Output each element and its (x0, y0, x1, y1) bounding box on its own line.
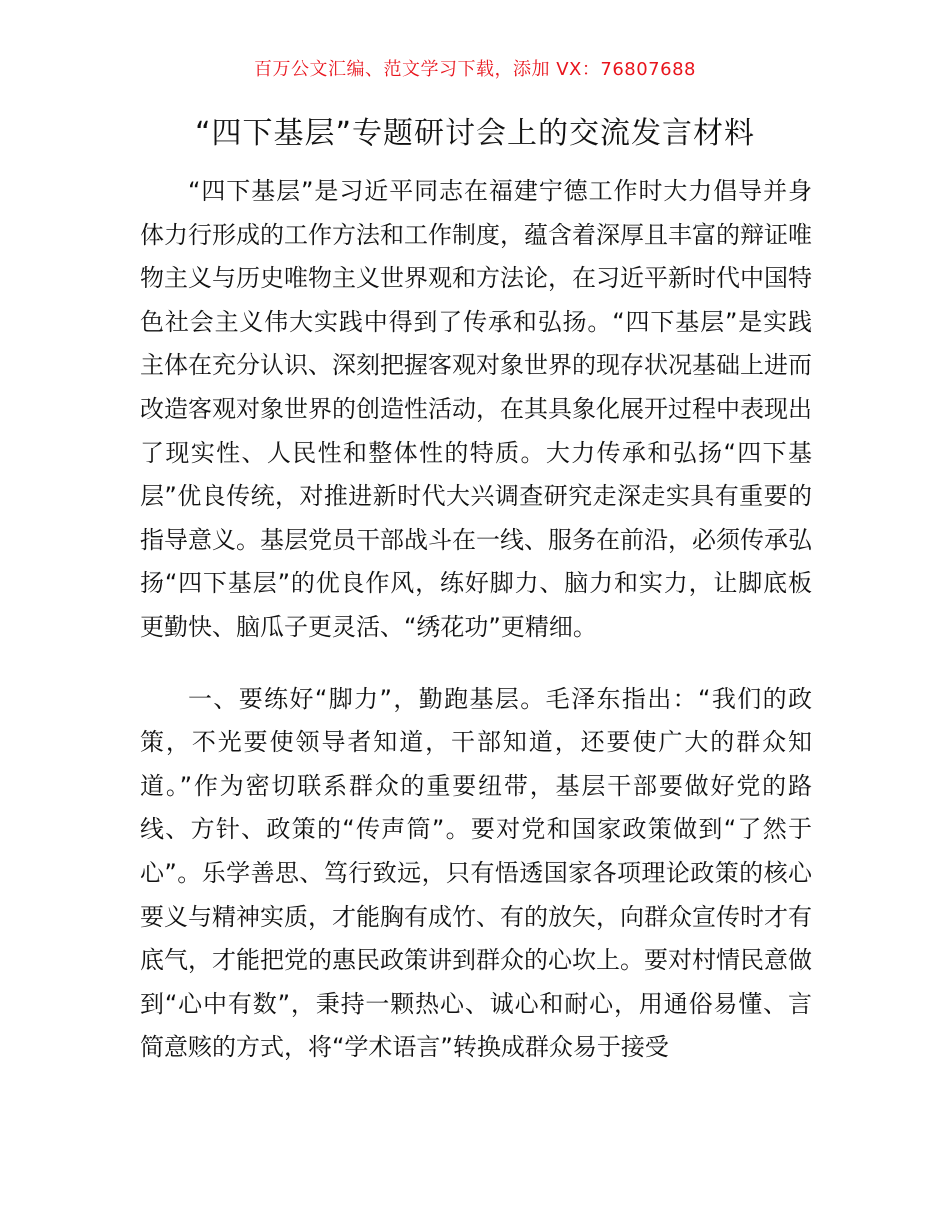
document-body (140, 170, 812, 1070)
paragraph-section-one: 一、要练好“脚力”，勤跑基层。毛泽东指出：“我们的政策，不光要使领导者知道，干部知道，还要使广大的群众知道。”作为密切联系群众的重要纽带，基层干部要做好党的路线、方针、政策的“传声筒”。要对党和国家政策做到“了然于心”。乐学善思、笃行致远，只有悟透国家各项理论政策的核心要义与精神实质，才能胸有成竹、有的放矢，向群众宣传时才有底气，才能把党的惠民政策讲到群众的心坎上。要对村情民意做到“心中有数”，秉持一颗热心、诚心和耐心，用通俗易懂、言简意赅的方式，将“学术语言”转换成群众易于接受 (140, 684, 812, 1062)
paragraph-intro: “四下基层”是习近平同志在福建宁德工作时大力倡导并身体力行形成的工作方法和工作制度，蕴含着深厚且丰富的辩证唯物主义与历史唯物主义世界观和方法论，在习近平新时代中国特色社会主义伟大实践中得到了传承和弘扬。“四下基层”是实践主体在充分认识、深刻把握客观对象世界的现存状况基础上进而改造客观对象世界的创造性活动，在其具象化展开过程中表现出了现实性、人民性和整体性的特质。大力传承和弘扬“四下基层”优良传统，对推进新时代大兴调查研究走深走实具有重要的指导意义。基层党员干部战斗在一线、服务在前沿，必须传承弘扬“四下基层”的优良作风，练好脚力、脑力和实力，让脚底板更勤快、脑瓜子更灵活、“绣花功”更精细。 (140, 177, 812, 641)
header-banner: 百万公文汇编、范文学习下载，添加 VX：76807688 (254, 59, 696, 80)
document-title: “四下基层”专题研讨会上的交流发言材料 (194, 116, 756, 151)
